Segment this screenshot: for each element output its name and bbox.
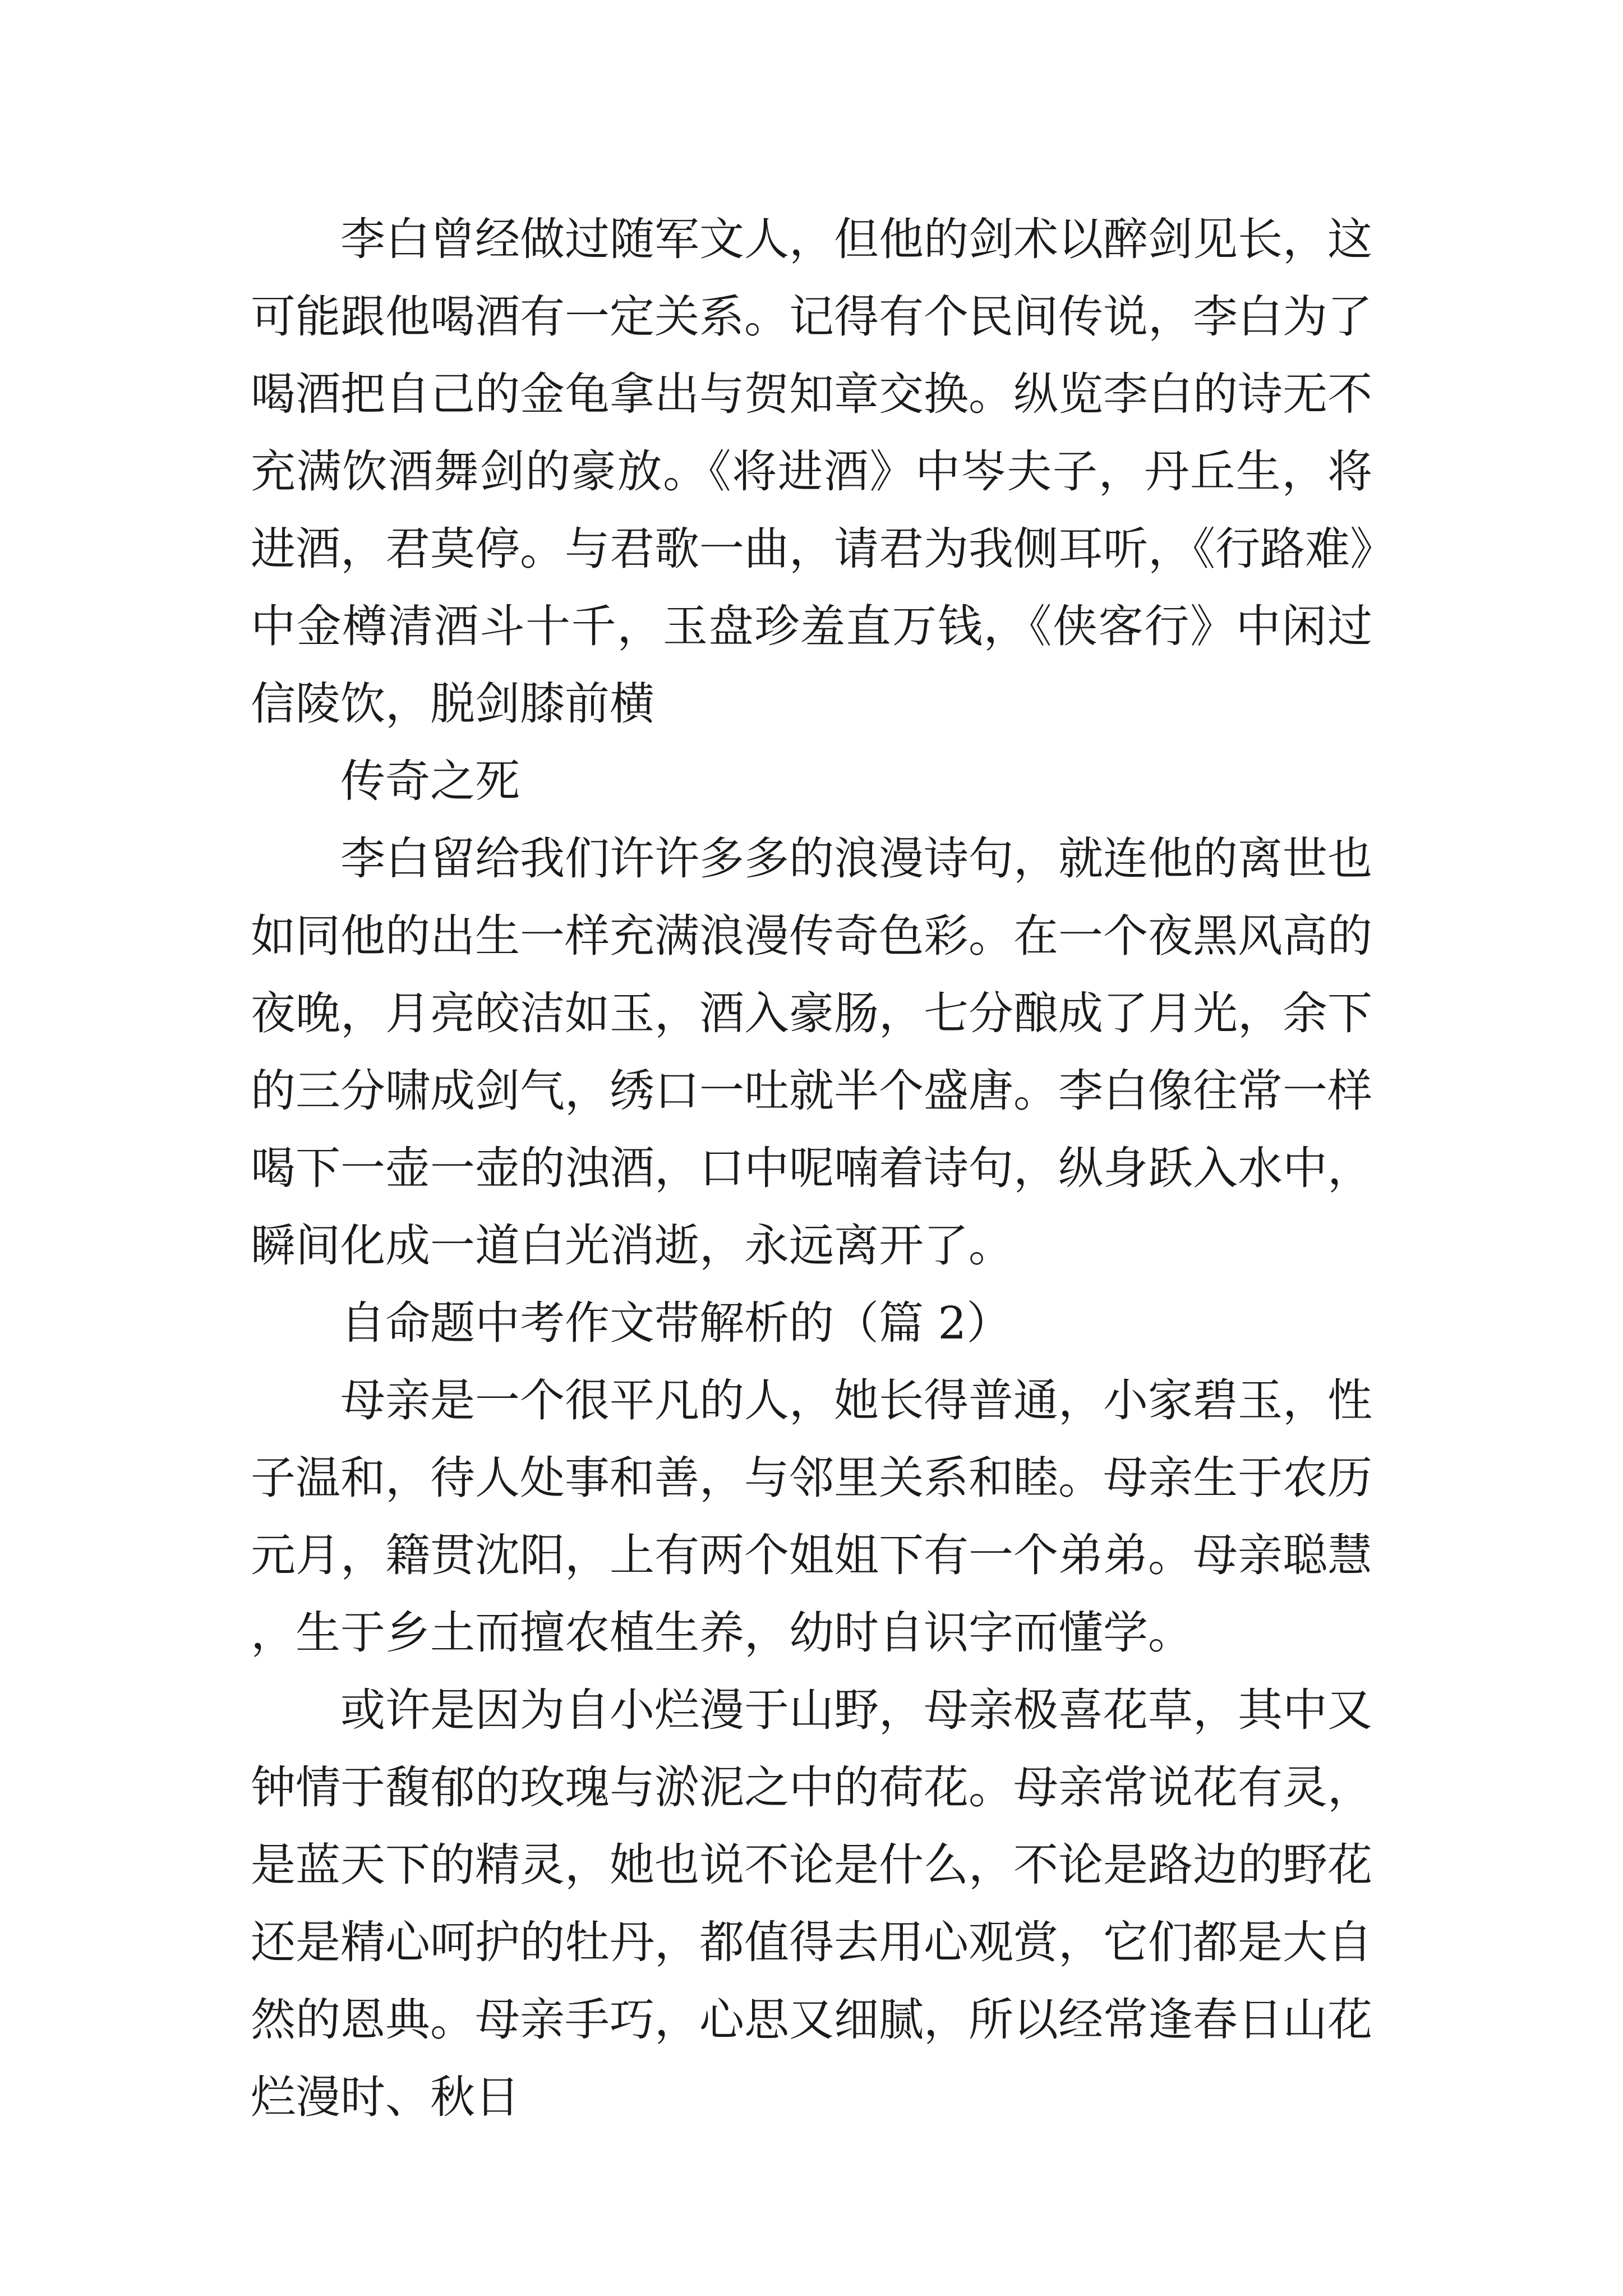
paragraph-mother-flowers: 或许是因为自小烂漫于山野，母亲极喜花草，其中又钟情于馥郁的玫瑰与淤泥之中的荷花。母亲常说花有灵，是蓝天下的精灵，她也说不论是什么，不论是路边的野花还是精心呵护的牡丹，都值得去用心观赏，它们都是大自然的恩典。母亲手巧，心思又细腻，所以经常逢春日山花烂漫时、秋日 [251,1684,1372,2123]
paragraph-li-bai-death: 李白留给我们许许多多的浪漫诗句，就连他的离世也如同他的出生一样充满浪漫传奇色彩。在一个夜黑风高的夜晚，月亮皎洁如玉，酒入豪肠，七分酿成了月光，余下的三分啸成剑气，绣口一吐就半个盛唐。李白像往常一样喝下一壶一壶的浊酒，口中呢喃着诗句，纵身跃入水中，瞬间化成一道白光消逝，永远离开了。 [251,832,1372,1272]
section-heading-essay-2: 自命题中考作文带解析的（篇 2） [340,1297,1012,1349]
paragraph-li-bai-sword: 李白曾经做过随军文人，但他的剑术以醉剑见长，这可能跟他喝酒有一定关系。记得有个民间传说，李白为了喝酒把自己的金龟拿出与贺知章交换。纵览李白的诗无不充满饮酒舞剑的豪放。《将进酒》中岑夫子，丹丘生，将进酒，君莫停。与君歌一曲，请君为我侧耳听，《行路难》中金樽清酒斗十千，玉盘珍羞直万钱，《侠客行》中闲过信陵饮，脱剑膝前横 [251,213,1372,730]
section-heading-legendary-death: 传奇之死 [340,755,520,807]
paragraph-mother-intro: 母亲是一个很平凡的人，她长得普通，小家碧玉，性子温和，待人处事和善，与邻里关系和睦。母亲生于农历元月，籍贯沈阳，上有两个姐姐下有一个弟弟。母亲聪慧，生于乡土而擅农植生养，幼时自识字而懂学。 [251,1374,1372,1659]
document-body [251,201,1372,2136]
